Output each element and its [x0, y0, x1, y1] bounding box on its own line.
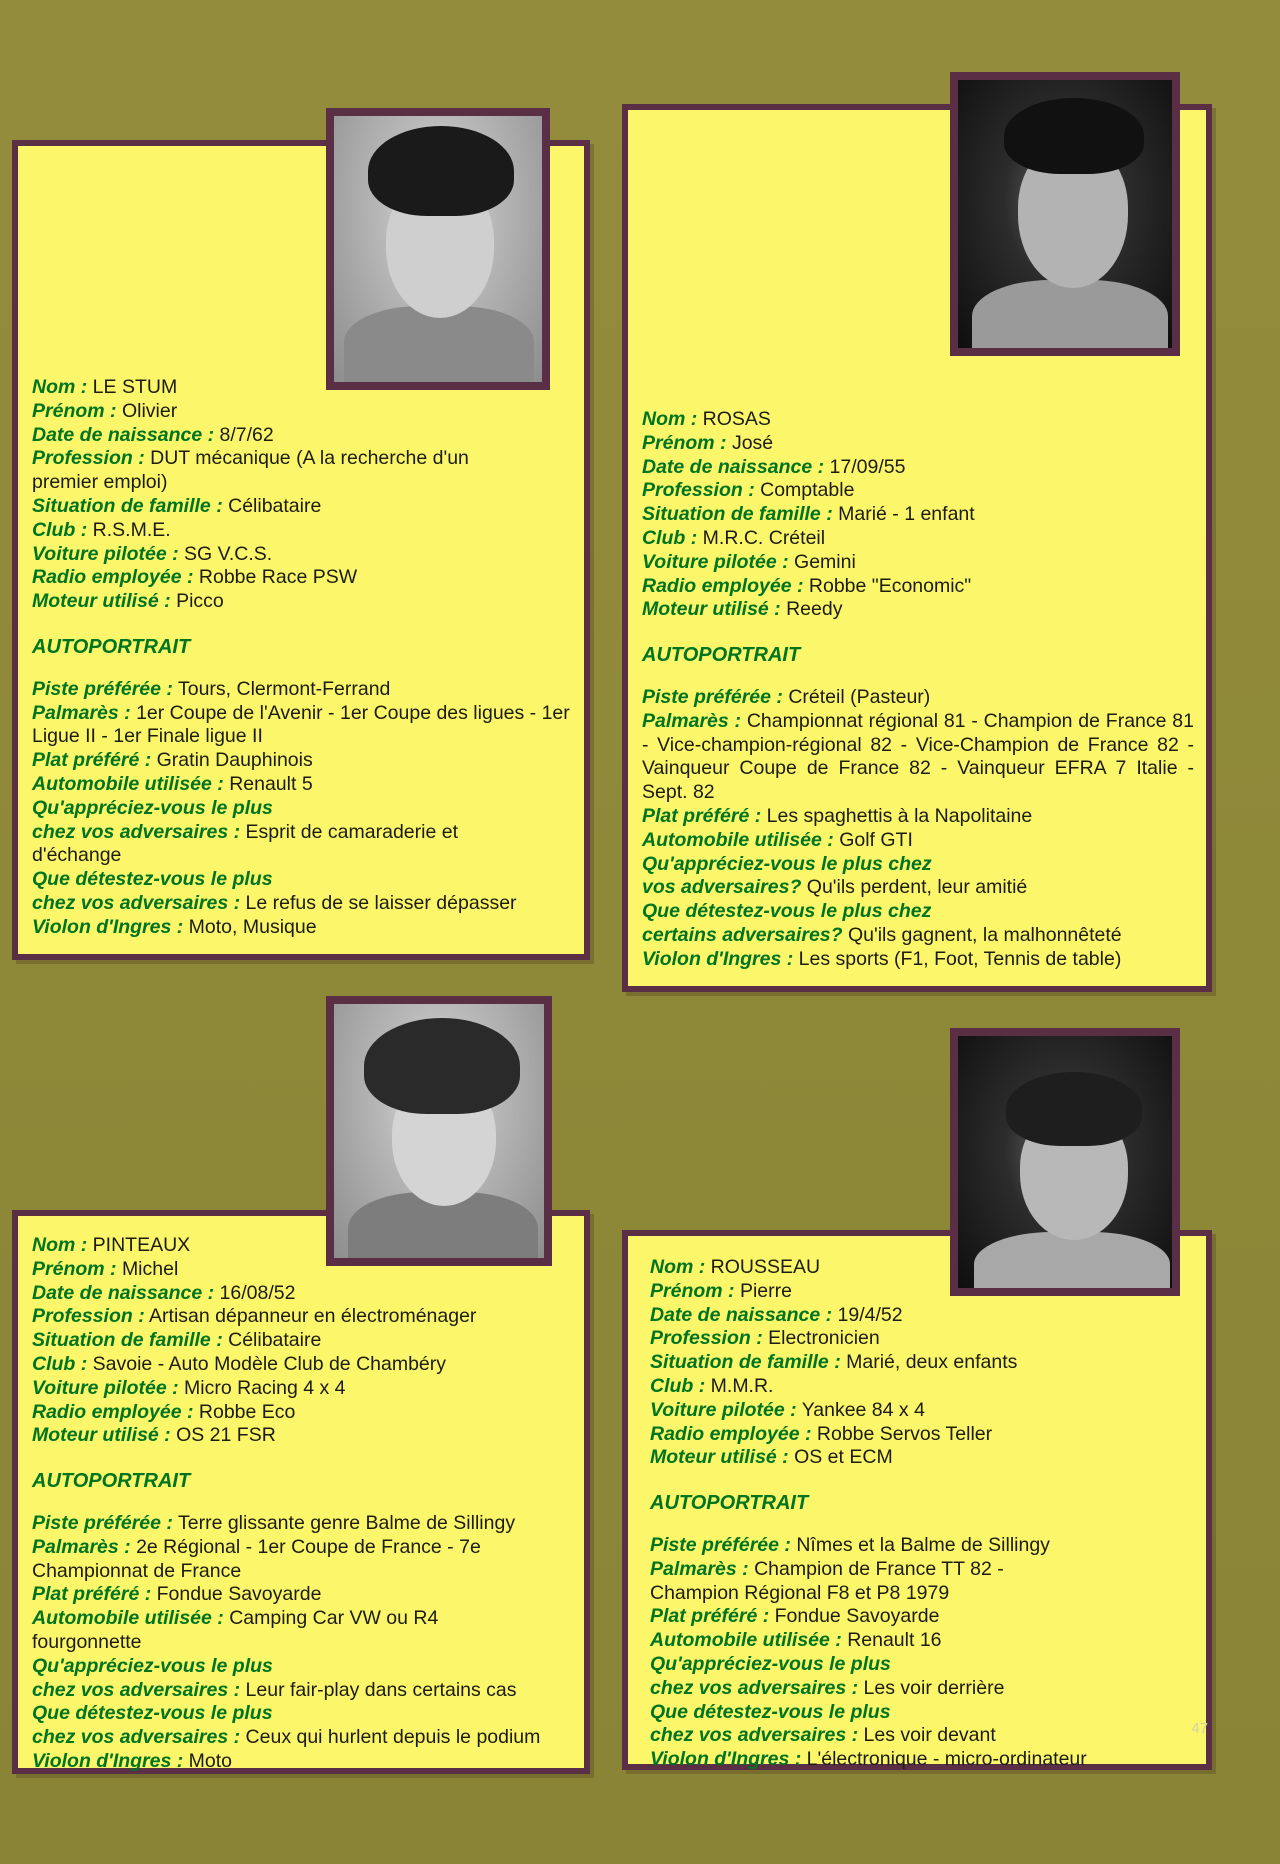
field-profession: Profession : Artisan dépanneur en électroménager [32, 1305, 477, 1328]
field-plat: Plat préféré : Les spaghettis à la Napolitaine [642, 804, 1033, 827]
field-apprecie-q: Qu'appréciez-vous le plus chez [642, 852, 932, 875]
field-radio: Radio employée : Robbe Eco [32, 1400, 296, 1423]
field-palmares: Palmarès : 1er Coupe de l'Avenir - 1er Coupe des ligues - 1er Ligue II - 1er Finale ligue II [32, 701, 570, 748]
field-voiture: Voiture pilotée : SG V.C.S. [32, 542, 273, 565]
field-apprecie-q: Qu'appréciez-vous le plus [32, 1654, 273, 1677]
field-plat: Plat préféré : Fondue Savoyarde [650, 1605, 940, 1628]
field-apprecie-q: Qu'appréciez-vous le plus [32, 796, 273, 819]
field-plat: Plat préféré : Gratin Dauphinois [32, 749, 313, 772]
field-situation: Situation de famille : Marié, deux enfants [650, 1351, 1018, 1374]
field-violon: Violon d'Ingres : L'électronique - micro-ordinateur [650, 1748, 1087, 1771]
field-deteste-q: Que détestez-vous le plus chez [642, 900, 932, 923]
field-apprecie: vos adversaires? Qu'ils perdent, leur amitié [642, 876, 1028, 899]
field-moteur: Moteur utilisé : OS et ECM [650, 1446, 893, 1469]
field-profession: Profession : Comptable [642, 479, 855, 502]
field-apprecie-q: Qu'appréciez-vous le plus [650, 1652, 891, 1675]
field-nom: Nom : LE STUM [32, 376, 178, 398]
field-apprecie: chez vos adversaires : Leur fair-play dans certains cas [32, 1678, 517, 1701]
field-apprecie: chez vos adversaires : Les voir derrière [650, 1676, 1005, 1699]
field-moteur: Moteur utilisé : OS 21 FSR [32, 1424, 276, 1447]
field-automobile: Automobile utilisée : Renault 5 [32, 772, 313, 795]
field-club: Club : M.M.R. [650, 1374, 774, 1397]
field-piste: Piste préférée : Créteil (Pasteur) [642, 685, 931, 708]
field-date-naissance: Date de naissance : 16/08/52 [32, 1281, 296, 1304]
field-violon: Violon d'Ingres : Moto, Musique [32, 915, 317, 938]
field-apprecie: chez vos adversaires : Esprit de camaraderie et d'échange [32, 820, 458, 867]
field-profession: Profession : DUT mécanique (A la recherche d'un premier emploi) [32, 447, 469, 494]
section-autoportrait: AUTOPORTRAIT [32, 1470, 191, 1493]
field-club: Club : M.R.C. Créteil [642, 526, 826, 549]
field-voiture: Voiture pilotée : Yankee 84 x 4 [650, 1398, 925, 1421]
field-voiture: Voiture pilotée : Gemini [642, 550, 856, 573]
field-deteste-q: Que détestez-vous le plus [32, 1702, 273, 1725]
field-date-naissance: Date de naissance : 17/09/55 [642, 455, 906, 478]
field-nom: Nom : ROSAS [642, 408, 771, 430]
field-plat: Plat préféré : Fondue Savoyarde [32, 1583, 322, 1606]
field-deteste: chez vos adversaires : Ceux qui hurlent depuis le podium [32, 1726, 541, 1749]
field-prenom: Prénom : José [642, 431, 774, 454]
field-prenom: Prénom : Pierre [650, 1279, 792, 1302]
field-palmares: Palmarès : 2e Régional - 1er Coupe de France - 7e Championnat de France [32, 1535, 481, 1582]
field-moteur: Moteur utilisé : Reedy [642, 598, 843, 621]
field-radio: Radio employée : Robbe Race PSW [32, 566, 358, 589]
field-deteste: chez vos adversaires : Les voir devant [650, 1724, 996, 1747]
section-autoportrait: AUTOPORTRAIT [642, 644, 801, 667]
page-number: 47 [1191, 1720, 1208, 1737]
field-profession: Profession : Electronicien [650, 1327, 880, 1350]
field-nom: Nom : ROUSSEAU [650, 1256, 821, 1278]
portrait-photo-rousseau [950, 1028, 1180, 1296]
field-radio: Radio employée : Robbe "Economic" [642, 574, 972, 597]
field-situation: Situation de famille : Marié - 1 enfant [642, 503, 975, 526]
field-piste: Piste préférée : Nîmes et la Balme de Sillingy [650, 1533, 1050, 1556]
field-voiture: Voiture pilotée : Micro Racing 4 x 4 [32, 1376, 346, 1399]
field-moteur: Moteur utilisé : Picco [32, 590, 224, 613]
field-violon: Violon d'Ingres : Moto [32, 1749, 233, 1772]
field-date-naissance: Date de naissance : 19/4/52 [650, 1303, 903, 1326]
field-automobile: Automobile utilisée : Golf GTI [642, 828, 913, 851]
field-club: Club : R.S.M.E. [32, 518, 171, 541]
field-prenom: Prénom : Michel [32, 1257, 179, 1280]
portrait-photo-le-stum [326, 108, 550, 390]
field-piste: Piste préférée : Tours, Clermont-Ferrand [32, 677, 391, 700]
field-piste: Piste préférée : Terre glissante genre Balme de Sillingy [32, 1511, 516, 1534]
field-automobile: Automobile utilisée : Renault 16 [650, 1629, 942, 1652]
section-autoportrait: AUTOPORTRAIT [32, 635, 191, 658]
field-club: Club : Savoie - Auto Modèle Club de Chambéry [32, 1352, 447, 1375]
field-violon: Violon d'Ingres : Les sports (F1, Foot, Tennis de table) [642, 947, 1122, 970]
portrait-photo-rosas [950, 72, 1180, 356]
section-autoportrait: AUTOPORTRAIT [650, 1492, 809, 1515]
field-deteste: certains adversaires? Qu'ils gagnent, la malhonnêteté [642, 923, 1122, 946]
field-nom: Nom : PINTEAUX [32, 1234, 191, 1256]
portrait-photo-pinteaux [326, 996, 552, 1266]
field-radio: Radio employée : Robbe Servos Teller [650, 1422, 993, 1445]
profile-card-rousseau [622, 1230, 1212, 1770]
field-palmares: Palmarès : Championnat régional 81 - Champion de France 81 - Vice-champion-régional 82 - Vice-Champion de France 82 - Vainqueur Coupe de France 82 - Vainqueur EFRA 7 Italie - Sept. 82 [642, 709, 1194, 804]
field-automobile: Automobile utilisée : Camping Car VW ou R4 fourgonnette [32, 1607, 439, 1653]
field-deteste-q: Que détestez-vous le plus [32, 868, 273, 891]
field-situation: Situation de famille : Célibataire [32, 494, 322, 517]
field-prenom: Prénom : Olivier [32, 399, 178, 422]
field-deteste-q: Que détestez-vous le plus [650, 1700, 891, 1723]
field-palmares: Palmarès : Champion de France TT 82 - Champion Régional F8 et P8 1979 [650, 1557, 1004, 1604]
field-date-naissance: Date de naissance : 8/7/62 [32, 423, 274, 446]
field-situation: Situation de famille : Célibataire [32, 1329, 322, 1352]
profile-card-pinteaux [12, 1210, 590, 1774]
field-deteste: chez vos adversaires : Le refus de se laisser dépasser [32, 891, 517, 914]
